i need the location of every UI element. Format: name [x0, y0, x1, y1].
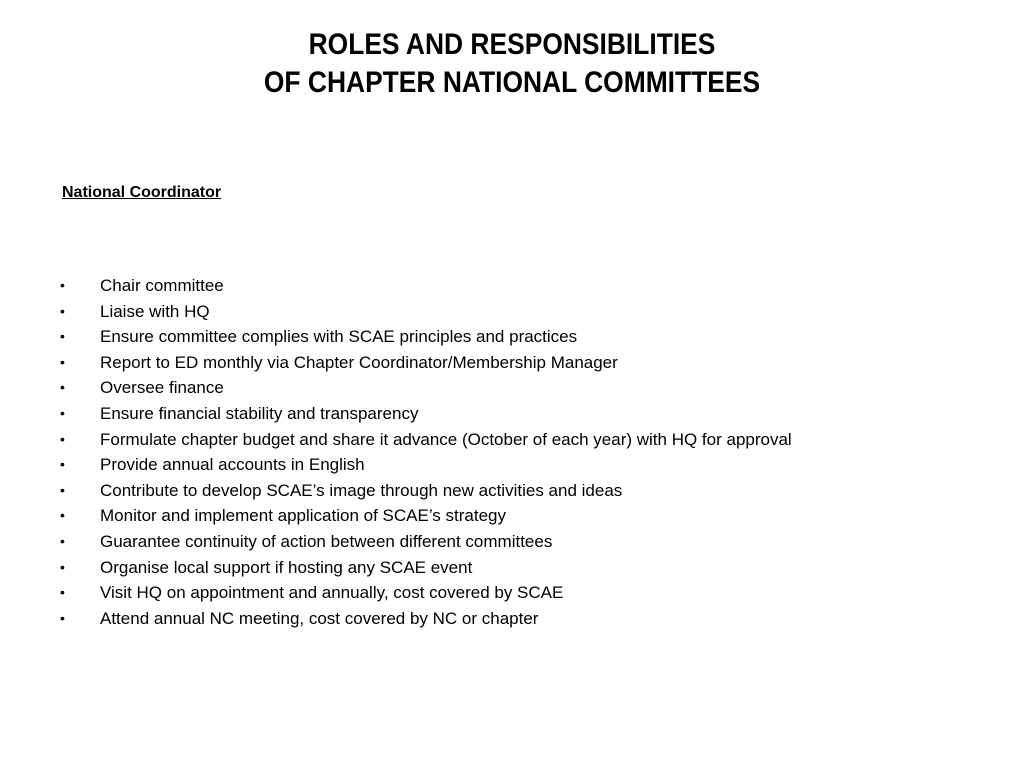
bullet-icon: • — [60, 609, 65, 626]
bullet-icon: • — [60, 456, 65, 473]
list-item-text: Monitor and implement application of SCAE’s strategy — [100, 506, 506, 526]
bullet-icon: • — [60, 481, 65, 498]
bullet-icon: • — [60, 532, 65, 549]
list-item — [0, 273, 1024, 299]
bullet-icon: • — [60, 328, 65, 345]
list-item — [0, 375, 1024, 401]
list-item — [0, 452, 1024, 478]
list-item — [0, 324, 1024, 350]
list-item-text: Provide annual accounts in English — [100, 455, 365, 475]
list-item — [0, 529, 1024, 555]
list-item-text: Ensure committee complies with SCAE principles and practices — [100, 327, 578, 347]
list-item — [0, 503, 1024, 529]
bullet-icon: • — [60, 353, 65, 370]
list-item — [0, 555, 1024, 581]
title-line: OF CHAPTER NATIONAL COMMITTEES — [263, 66, 761, 99]
bullet-list — [0, 273, 1024, 631]
list-item — [0, 580, 1024, 606]
list-item-text: Visit HQ on appointment and annually, cost covered by SCAE — [100, 583, 564, 603]
title-line: ROLES AND RESPONSIBILITIES — [308, 28, 716, 61]
list-item-text: Report to ED monthly via Chapter Coordinator/Membership Manager — [100, 352, 618, 372]
list-item — [0, 299, 1024, 325]
bullet-icon: • — [60, 558, 65, 575]
section-heading: National Coordinator — [62, 184, 222, 201]
list-item-text: Attend annual NC meeting, cost covered by NC or chapter — [100, 608, 539, 628]
bullet-icon: • — [60, 404, 65, 421]
list-item-text: Organise local support if hosting any SCAE event — [100, 557, 473, 577]
list-item-text: Contribute to develop SCAE’s image through new activities and ideas — [100, 480, 623, 500]
list-item-text: Ensure financial stability and transparency — [100, 403, 419, 423]
list-item — [0, 606, 1024, 632]
bullet-icon: • — [60, 507, 65, 524]
bullet-icon: • — [60, 302, 65, 319]
list-item-text: Chair committee — [100, 276, 224, 295]
list-item-text: Guarantee continuity of action between different committees — [100, 531, 553, 551]
bullet-icon: • — [60, 430, 65, 447]
list-item — [0, 478, 1024, 504]
list-item-text: Oversee finance — [100, 378, 224, 398]
bullet-icon: • — [60, 277, 65, 293]
list-item — [0, 350, 1024, 376]
list-item — [0, 427, 1024, 453]
list-item-text: Liaise with HQ — [100, 301, 210, 321]
bullet-icon: • — [60, 584, 65, 601]
slide-title — [61, 26, 962, 102]
list-item — [0, 401, 1024, 427]
bullet-icon: • — [60, 379, 65, 396]
list-item-text: Formulate chapter budget and share it advance (October of each year) with HQ for approval — [100, 429, 792, 449]
